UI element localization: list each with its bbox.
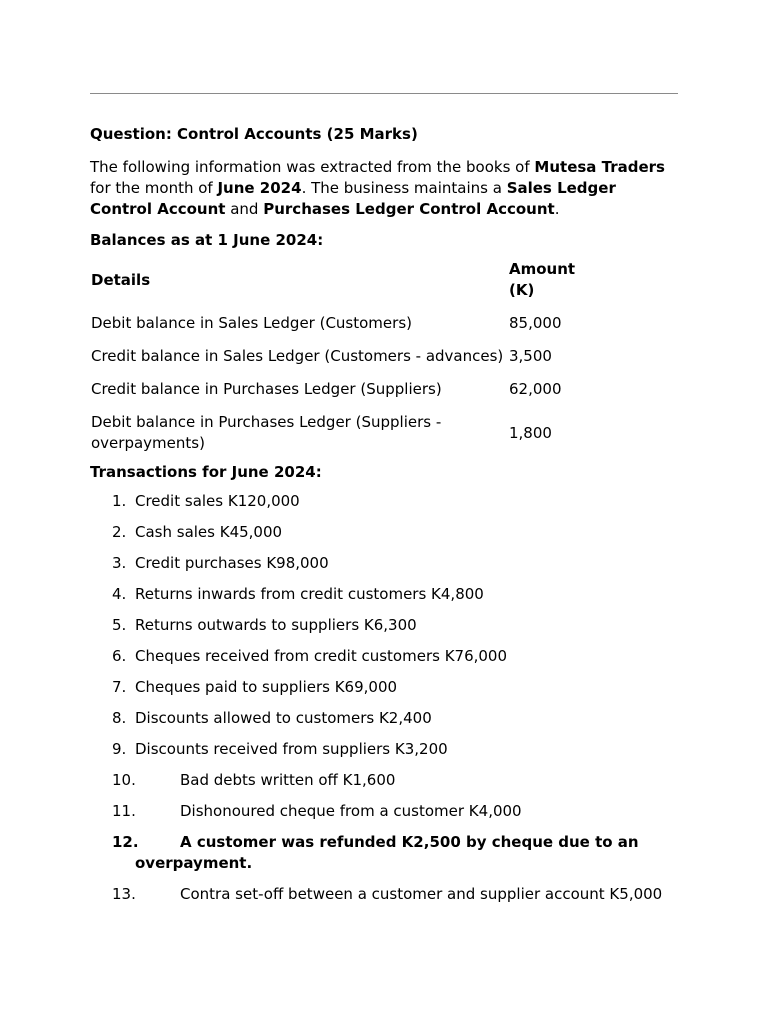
intro-text: . — [554, 200, 560, 218]
details-header: Details — [91, 270, 151, 289]
row-details: Debit balance in Purchases Ledger (Suppliers - overpayments) — [91, 413, 442, 452]
list-item — [90, 522, 680, 543]
item-text: Contra set-off between a customer and supplier account K5,000 — [180, 885, 663, 903]
horizontal-rule — [90, 93, 678, 94]
intro-paragraph — [90, 157, 680, 220]
item-number: 6. — [112, 647, 127, 665]
purchases-ledger-account-name: Purchases Ledger Control Account — [263, 200, 555, 218]
list-item — [90, 739, 680, 760]
item-number: 8. — [112, 709, 127, 727]
sales-ledger-account-name: Sales Ledger Control Account — [90, 179, 616, 218]
list-item — [90, 832, 680, 874]
intro-text: and — [225, 200, 264, 218]
question-content — [90, 124, 680, 915]
list-item — [90, 770, 680, 791]
list-item — [90, 884, 680, 905]
item-number: 11. — [112, 802, 136, 820]
amount-header: Amount (K) — [509, 260, 576, 299]
row-details: Credit balance in Purchases Ledger (Suppliers) — [91, 380, 442, 398]
item-number: 13. — [112, 885, 136, 903]
item-text: Discounts allowed to customers K2,400 — [135, 709, 432, 727]
table-row — [90, 373, 630, 406]
item-text: Dishonoured cheque from a customer K4,000 — [180, 802, 522, 820]
item-number: 9. — [112, 740, 127, 758]
item-text: Returns outwards to suppliers K6,300 — [135, 616, 417, 634]
list-item — [90, 553, 680, 574]
list-item — [90, 615, 680, 636]
item-text: Credit purchases K98,000 — [135, 554, 329, 572]
list-item — [90, 584, 680, 605]
row-amount: 1,800 — [509, 423, 552, 442]
transactions-list — [90, 491, 680, 905]
question-title: Question: Control Accounts (25 Marks) — [90, 125, 418, 143]
row-amount: 85,000 — [509, 314, 562, 332]
list-item — [90, 677, 680, 698]
transactions-heading: Transactions for June 2024: — [90, 463, 322, 481]
item-number: 1. — [112, 492, 127, 510]
balances-heading: Balances as at 1 June 2024: — [90, 231, 324, 249]
item-number: 12. — [112, 833, 139, 851]
item-text: A customer was refunded K2,500 by cheque due to an overpayment. — [135, 833, 639, 872]
intro-text: The following information was extracted from the books of — [90, 158, 535, 176]
item-text: Cash sales K45,000 — [135, 523, 283, 541]
company-name: Mutesa Traders — [534, 158, 665, 176]
table-row — [90, 340, 630, 373]
item-number: 2. — [112, 523, 127, 541]
month-name: June 2024 — [217, 179, 302, 197]
list-item — [90, 491, 680, 512]
balances-table — [90, 253, 630, 460]
list-item — [90, 708, 680, 729]
item-text: Cheques paid to suppliers K69,000 — [135, 678, 398, 696]
item-number: 4. — [112, 585, 127, 603]
item-text: Discounts received from suppliers K3,200 — [135, 740, 448, 758]
list-item — [90, 801, 680, 822]
intro-text: . The business maintains a — [301, 179, 507, 197]
table-header-row — [90, 253, 630, 307]
table-row — [90, 307, 630, 340]
item-text: Credit sales K120,000 — [135, 492, 300, 510]
item-text: Returns inwards from credit customers K4,800 — [135, 585, 484, 603]
row-amount: 3,500 — [509, 347, 552, 365]
row-amount: 62,000 — [509, 380, 562, 398]
item-number: 10. — [112, 771, 136, 789]
item-number: 5. — [112, 616, 127, 634]
item-number: 7. — [112, 678, 127, 696]
item-text: Bad debts written off K1,600 — [180, 771, 396, 789]
item-number: 3. — [112, 554, 127, 572]
table-row — [90, 406, 630, 460]
list-item — [90, 646, 680, 667]
row-details: Debit balance in Sales Ledger (Customers) — [91, 314, 412, 332]
row-details: Credit balance in Sales Ledger (Customers - advances) — [91, 347, 504, 365]
item-text: Cheques received from credit customers K76,000 — [135, 647, 508, 665]
intro-text: for the month of — [90, 179, 218, 197]
